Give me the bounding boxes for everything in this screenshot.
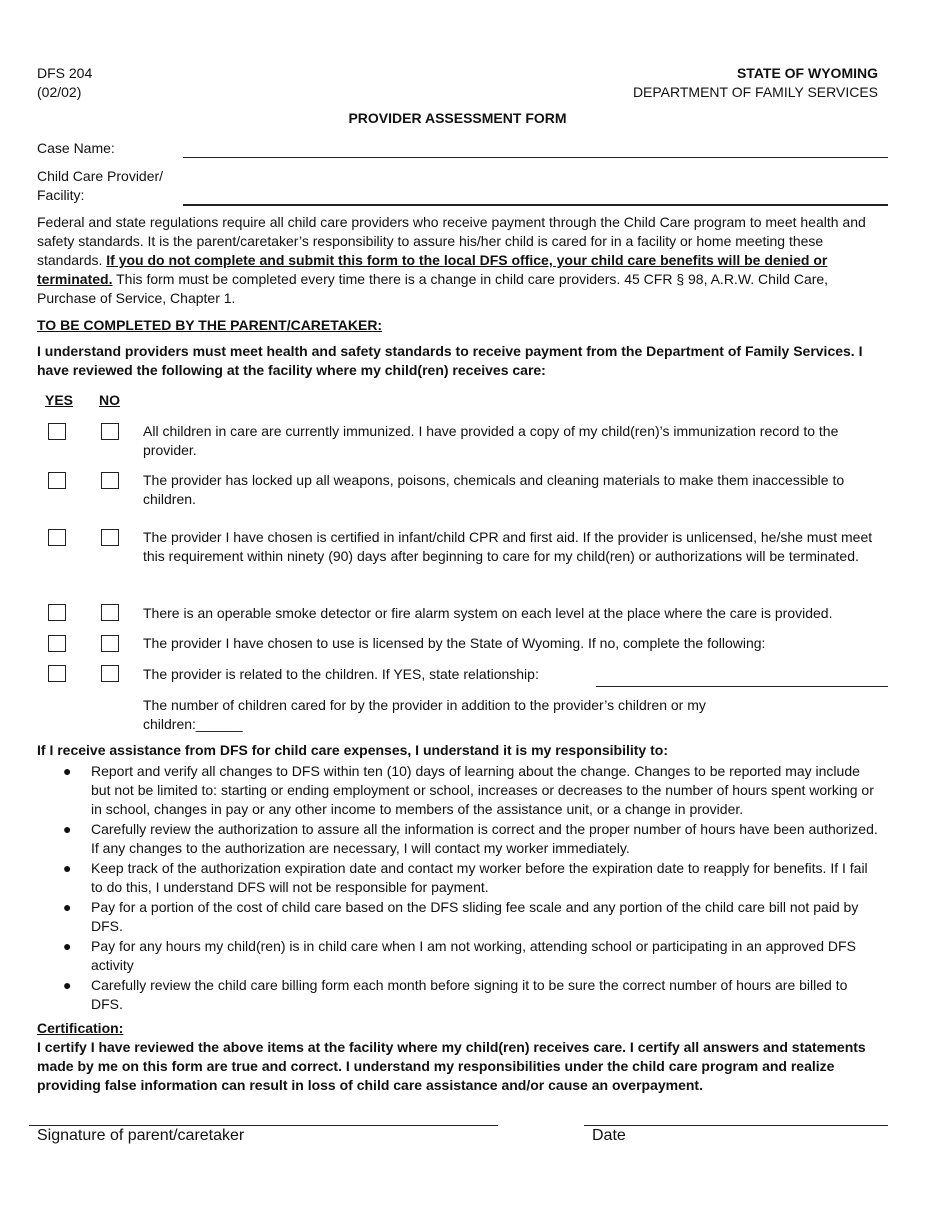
parent-statement: I understand providers must meet health and safety standards to receive payment from the Department of Family Services. I have reviewed the following at the facility where my child(ren) receives care:	[37, 343, 863, 378]
responsibility-item: ● Keep track of the authorization expiration date and contact my worker before the expiration date to reapply for benefits. If I fail to do this, I understand DFS will not be responsible for payment.	[63, 860, 868, 895]
checkbox-no-smoke-detector[interactable]	[101, 604, 119, 621]
form-date: (02/02)	[37, 84, 82, 100]
checkbox-no-cpr[interactable]	[101, 529, 119, 546]
responsibility-item: ● Pay for any hours my child(ren) is in child care when I am not working, attending school or participating in an approved DFS activity	[63, 938, 856, 973]
responsibility-item: ● Report and verify all changes to DFS within ten (10) days of learning about the change. Changes to be reported may include but not be limited to: starting or ending employment or school, increases or decreases to the number of hours spent working or in school, changes in pay or any other income to members of the assistance unit, or a change in provider.	[63, 763, 874, 817]
checkbox-yes-immunized[interactable]	[48, 423, 66, 440]
provider-facility-field[interactable]	[183, 204, 888, 206]
responsibility-item: ● Pay for a portion of the cost of child care based on the DFS sliding fee scale and any portion of the child care bill not paid by DFS.	[63, 899, 859, 934]
date-label: Date	[592, 1127, 626, 1144]
no-column-header: NO	[99, 392, 120, 408]
certification-heading: Certification:	[37, 1020, 124, 1036]
checkbox-yes-smoke-detector[interactable]	[48, 604, 66, 621]
bullet-icon: ●	[63, 763, 72, 779]
form-title: PROVIDER ASSESSMENT FORM	[348, 110, 567, 126]
signature-field[interactable]	[29, 1125, 498, 1126]
children-count-text	[143, 696, 873, 734]
checkbox-no-locked-up[interactable]	[101, 472, 119, 489]
checklist-item-related: The provider is related to the children. If YES, state relationship:	[143, 666, 539, 682]
yes-column-header: YES	[45, 392, 74, 408]
bullet-icon: ●	[63, 860, 72, 876]
checkbox-no-related[interactable]	[101, 665, 119, 682]
checklist-item-locked-up: The provider has locked up all weapons, poisons, chemicals and cleaning materials to make them inaccessible to children.	[143, 472, 845, 507]
provider-label: Child Care Provider/	[37, 168, 164, 184]
certification-text: I certify I have reviewed the above items at the facility where my child(ren) receives care. I certify all answers and statements made by me on this form are true and correct. I understand my responsibilities under the child care program and realize providing false information can result in loss of child care assistance and/or cause an overpayment.	[37, 1039, 866, 1093]
checkbox-yes-cpr[interactable]	[48, 529, 66, 546]
bullet-icon: ●	[63, 938, 72, 954]
case-name-field[interactable]	[183, 157, 888, 158]
relationship-field[interactable]	[596, 686, 888, 687]
case-name-label: Case Name:	[37, 140, 115, 156]
checkbox-yes-licensed[interactable]	[48, 635, 66, 652]
checklist-item-cpr: The provider I have chosen is certified in infant/child CPR and first aid. If the provider is unlicensed, he/she must meet this requirement within ninety (90) days after beginning to care for my child(ren) or authorizations will be terminated.	[143, 529, 873, 564]
children-count-line2: children:______	[143, 716, 243, 732]
signature-label: Signature of parent/caretaker	[37, 1127, 245, 1144]
responsibilities-list	[37, 762, 882, 1015]
responsibility-item: ● Carefully review the authorization to assure all the information is correct and the proper number of hours have been authorized. If any changes to the authorization are necessary, I will contact my worker immediately.	[63, 821, 878, 856]
intro-text-2: This form must be completed every time there is a change in child care providers. 45 CFR § 98, A.R.W. Child Care, Purchase of Service, Chapter 1.	[37, 271, 829, 306]
checkbox-no-immunized[interactable]	[101, 423, 119, 440]
children-count-line1: The number of children cared for by the provider in addition to the provider’s children or my	[143, 697, 706, 713]
intro-paragraph	[37, 213, 882, 308]
bullet-icon: ●	[63, 977, 72, 993]
responsibility-item: ● Carefully review the child care billing form each month before signing it to be sure the correct number of hours are billed to DFS.	[63, 977, 848, 1012]
bullet-icon: ●	[63, 821, 72, 837]
checkbox-no-licensed[interactable]	[101, 635, 119, 652]
checkbox-yes-related[interactable]	[48, 665, 66, 682]
intro-text-1: Federal and state regulations require all child care providers who receive payment through the Child Care program to meet health and safety standards. It is the parent/caretaker’s responsibility to assure his/her child is cared for in a facility or home meeting these standards.	[37, 214, 866, 268]
date-field[interactable]	[584, 1125, 888, 1126]
parent-section-heading: TO BE COMPLETED BY THE PARENT/CARETAKER:	[37, 317, 383, 333]
responsibilities-heading: If I receive assistance from DFS for child care expenses, I understand it is my responsibility to:	[37, 742, 668, 758]
checklist-item-smoke-detector: There is an operable smoke detector or fire alarm system on each level at the place where the care is provided.	[143, 605, 833, 621]
bullet-icon: ●	[63, 899, 72, 915]
checklist-item-immunized: All children in care are currently immunized. I have provided a copy of my child(ren)’s immunization record to the provider.	[143, 423, 839, 458]
facility-label: Facility:	[37, 187, 85, 203]
checklist-item-licensed: The provider I have chosen to use is licensed by the State of Wyoming. If no, complete the following:	[143, 635, 766, 651]
form-number: DFS 204	[37, 65, 93, 81]
state-name: STATE OF WYOMING	[736, 65, 878, 81]
intro-warning: If you do not complete and submit this form to the local DFS office, your child care benefits will be denied or terminated.	[37, 252, 828, 287]
department-name: DEPARTMENT OF FAMILY SERVICES	[632, 84, 878, 100]
checkbox-yes-locked-up[interactable]	[48, 472, 66, 489]
